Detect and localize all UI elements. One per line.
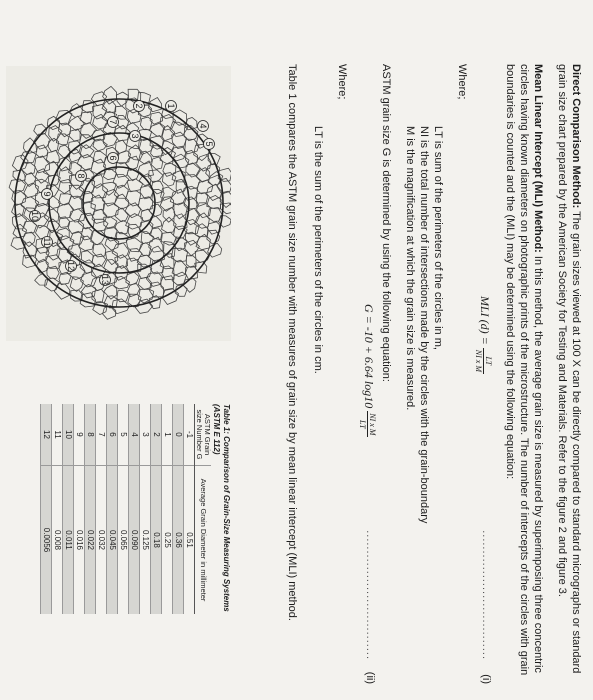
mli-heading: Mean Linear Intercept (MLI) Method: bbox=[532, 64, 544, 253]
table-cell-diameter: 0.125 bbox=[140, 466, 151, 615]
definition-m: M is the magnification at which the grain size is measured. bbox=[404, 126, 416, 411]
direct-comparison-text: The grain sizes viewed at 100 X can be directly compared to standard micrographs or standard grain size chart prepared by the American Society for Testing and Materials. Refer to the figure 2 and figure 3. bbox=[556, 64, 582, 674]
figure-and-table-area bbox=[6, 66, 231, 612]
definition-ni: NI is the total number of intersections made by the circles with the grain-boundary bbox=[418, 126, 430, 524]
table-row bbox=[129, 404, 140, 614]
grain-cell bbox=[80, 145, 94, 158]
grain-cell bbox=[152, 157, 163, 169]
intersection-label: 10 bbox=[30, 210, 40, 222]
table-row bbox=[52, 404, 63, 614]
grain-cell bbox=[81, 228, 92, 240]
grain-cell bbox=[12, 204, 25, 217]
grain-cell bbox=[35, 274, 48, 286]
eq1-numerator: LT bbox=[483, 348, 493, 374]
table-row bbox=[173, 404, 184, 614]
grain-cell bbox=[103, 169, 116, 179]
intersection-label: 5 bbox=[204, 141, 214, 147]
document-body bbox=[275, 64, 583, 684]
definition-lt: LT is sum of the perimeters of the circles in m, bbox=[432, 126, 444, 350]
table-header-row bbox=[195, 404, 212, 614]
grain-cell bbox=[22, 221, 36, 233]
intersection-label: 6 bbox=[108, 155, 118, 161]
table-cell-diameter: 0.065 bbox=[118, 466, 129, 615]
table-cell-diameter: 0.011 bbox=[63, 466, 74, 615]
intersection-label: 7 bbox=[108, 119, 118, 125]
where-label-1: Where; bbox=[456, 64, 468, 100]
intersection-label: 11 bbox=[42, 237, 52, 247]
table-cell-astm: 7 bbox=[96, 404, 107, 466]
grain-cell bbox=[220, 191, 231, 207]
table-caption: Table 1: Comparison of Grain-Size Measuring Systems (ASTM E 112) bbox=[212, 404, 231, 612]
intersection-label: 3 bbox=[130, 133, 140, 139]
table-cell-diameter: 0.0056 bbox=[41, 466, 52, 615]
table-row bbox=[96, 404, 107, 614]
table-row bbox=[118, 404, 129, 614]
intersection-label: 9 bbox=[42, 191, 52, 197]
table-cell-diameter: 0.008 bbox=[52, 466, 63, 615]
intersection-label: 2 bbox=[134, 103, 144, 109]
grain-cell bbox=[150, 123, 165, 136]
equation-2 bbox=[357, 64, 377, 684]
micrograph-figure bbox=[6, 66, 231, 341]
table-header-diameter: Average Grain Diameter in millimeter bbox=[195, 466, 212, 615]
eq2-number: (ii) bbox=[364, 671, 376, 684]
grain-cell bbox=[196, 193, 208, 207]
grain-cell bbox=[82, 251, 94, 263]
table-row bbox=[151, 404, 162, 614]
eq2-leader-dots: ................................ bbox=[364, 530, 376, 660]
grain-cell bbox=[48, 138, 59, 152]
table-cell-diameter: 0.25 bbox=[162, 466, 173, 615]
grain-cell bbox=[93, 104, 107, 119]
intersection-label: 13 bbox=[100, 274, 110, 286]
intersection-label: 8 bbox=[76, 173, 86, 179]
grain-cell bbox=[126, 238, 143, 252]
grain-cell bbox=[149, 228, 162, 240]
table-cell-astm: 11 bbox=[52, 404, 63, 466]
intersection-label: 4 bbox=[198, 123, 208, 129]
table-cell-diameter: 0.36 bbox=[173, 466, 184, 615]
grain-cell bbox=[186, 256, 196, 268]
table-cell-astm: 2 bbox=[151, 404, 162, 466]
grain-cell bbox=[46, 150, 59, 163]
eq1-lhs: MLI (d) = bbox=[477, 296, 492, 345]
where-label-2: Where; bbox=[336, 64, 348, 100]
table-cell-astm: 12 bbox=[41, 404, 52, 466]
grain-cell bbox=[45, 278, 60, 291]
table-intro-paragraph: Table 1 compares the ASTM grain size number with measures of grain size by mean linear intercept (MLI) method. bbox=[286, 64, 298, 621]
mli-paragraph bbox=[503, 64, 545, 684]
table-row bbox=[184, 404, 195, 614]
eq2-lhs: G = -10 + 6.64 log10 bbox=[361, 304, 376, 409]
grain-cell bbox=[195, 213, 210, 228]
table-cell-astm: 3 bbox=[140, 404, 151, 466]
table-cell-astm: 5 bbox=[118, 404, 129, 466]
grain-cell bbox=[114, 276, 130, 289]
grain-cell bbox=[58, 203, 74, 219]
eq1-leader-dots: ................................ bbox=[480, 530, 492, 660]
definition-lt-cm: LT is the sum of the perimeters of the circles in cm. bbox=[312, 126, 324, 374]
grain-size-table-block bbox=[40, 404, 231, 614]
table-cell-diameter: 0.016 bbox=[74, 466, 85, 615]
eq1-denominator: NI x M bbox=[474, 349, 483, 372]
table-cell-diameter: 0.022 bbox=[85, 466, 96, 615]
table-cell-diameter: 0.032 bbox=[96, 466, 107, 615]
table-row bbox=[41, 404, 52, 614]
intercept-circle-small bbox=[83, 167, 155, 239]
grain-cell bbox=[138, 277, 151, 289]
grain-cell bbox=[162, 173, 176, 187]
table-cell-astm: 8 bbox=[85, 404, 96, 466]
table-cell-diameter: 0.18 bbox=[151, 466, 162, 615]
table-row bbox=[85, 404, 96, 614]
table-cell-diameter: 0.51 bbox=[184, 466, 195, 615]
eq2-numerator: NI x M bbox=[368, 413, 377, 436]
table-row bbox=[63, 404, 74, 614]
grain-cell bbox=[116, 163, 130, 178]
grain-cell bbox=[184, 197, 198, 209]
grain-cell bbox=[77, 155, 94, 170]
grain-cell bbox=[137, 255, 151, 267]
definitions-1 bbox=[403, 64, 445, 684]
table-cell-diameter: 0.045 bbox=[107, 466, 118, 615]
table-cell-astm: 4 bbox=[129, 404, 140, 466]
eq1-number: (i) bbox=[480, 674, 492, 684]
table-cell-astm: 10 bbox=[63, 404, 74, 466]
grain-cell bbox=[126, 272, 139, 285]
grain-cell bbox=[104, 285, 117, 299]
table-row bbox=[74, 404, 85, 614]
table-row bbox=[107, 404, 118, 614]
grain-cell bbox=[80, 112, 92, 124]
table-cell-astm: 0 bbox=[173, 404, 184, 466]
table-row bbox=[162, 404, 173, 614]
table-cell-astm: 9 bbox=[74, 404, 85, 466]
table-cell-astm: -1 bbox=[184, 404, 195, 466]
intersection-label: 1 bbox=[166, 103, 176, 109]
mli-text: In this method, the average grain size is measured by superimposing three concentric circles having known diameters on photographic prints of the microstructure. The number of intercepts of the circles with grain boundaries is counted and the (MLI) may be determined using the following equation: bbox=[504, 64, 544, 676]
table-row bbox=[140, 404, 151, 614]
eq2-denominator: LT bbox=[358, 419, 367, 429]
table-cell-diameter: 0.090 bbox=[129, 466, 140, 615]
direct-comparison-paragraph bbox=[555, 64, 583, 684]
table-cell-astm: 6 bbox=[107, 404, 118, 466]
equation-1 bbox=[473, 64, 493, 684]
table-cell-astm: 1 bbox=[162, 404, 173, 466]
table-header-astm: ASTM Grain size Number G bbox=[195, 404, 212, 466]
astm-intro-line: ASTM grain size G is determined by using the following equation: bbox=[380, 64, 392, 382]
intersection-label: 12 bbox=[66, 260, 76, 272]
grain-cell bbox=[127, 179, 142, 192]
direct-comparison-heading: Direct Comparison Method: bbox=[570, 64, 582, 209]
grain-size-table bbox=[40, 404, 211, 614]
